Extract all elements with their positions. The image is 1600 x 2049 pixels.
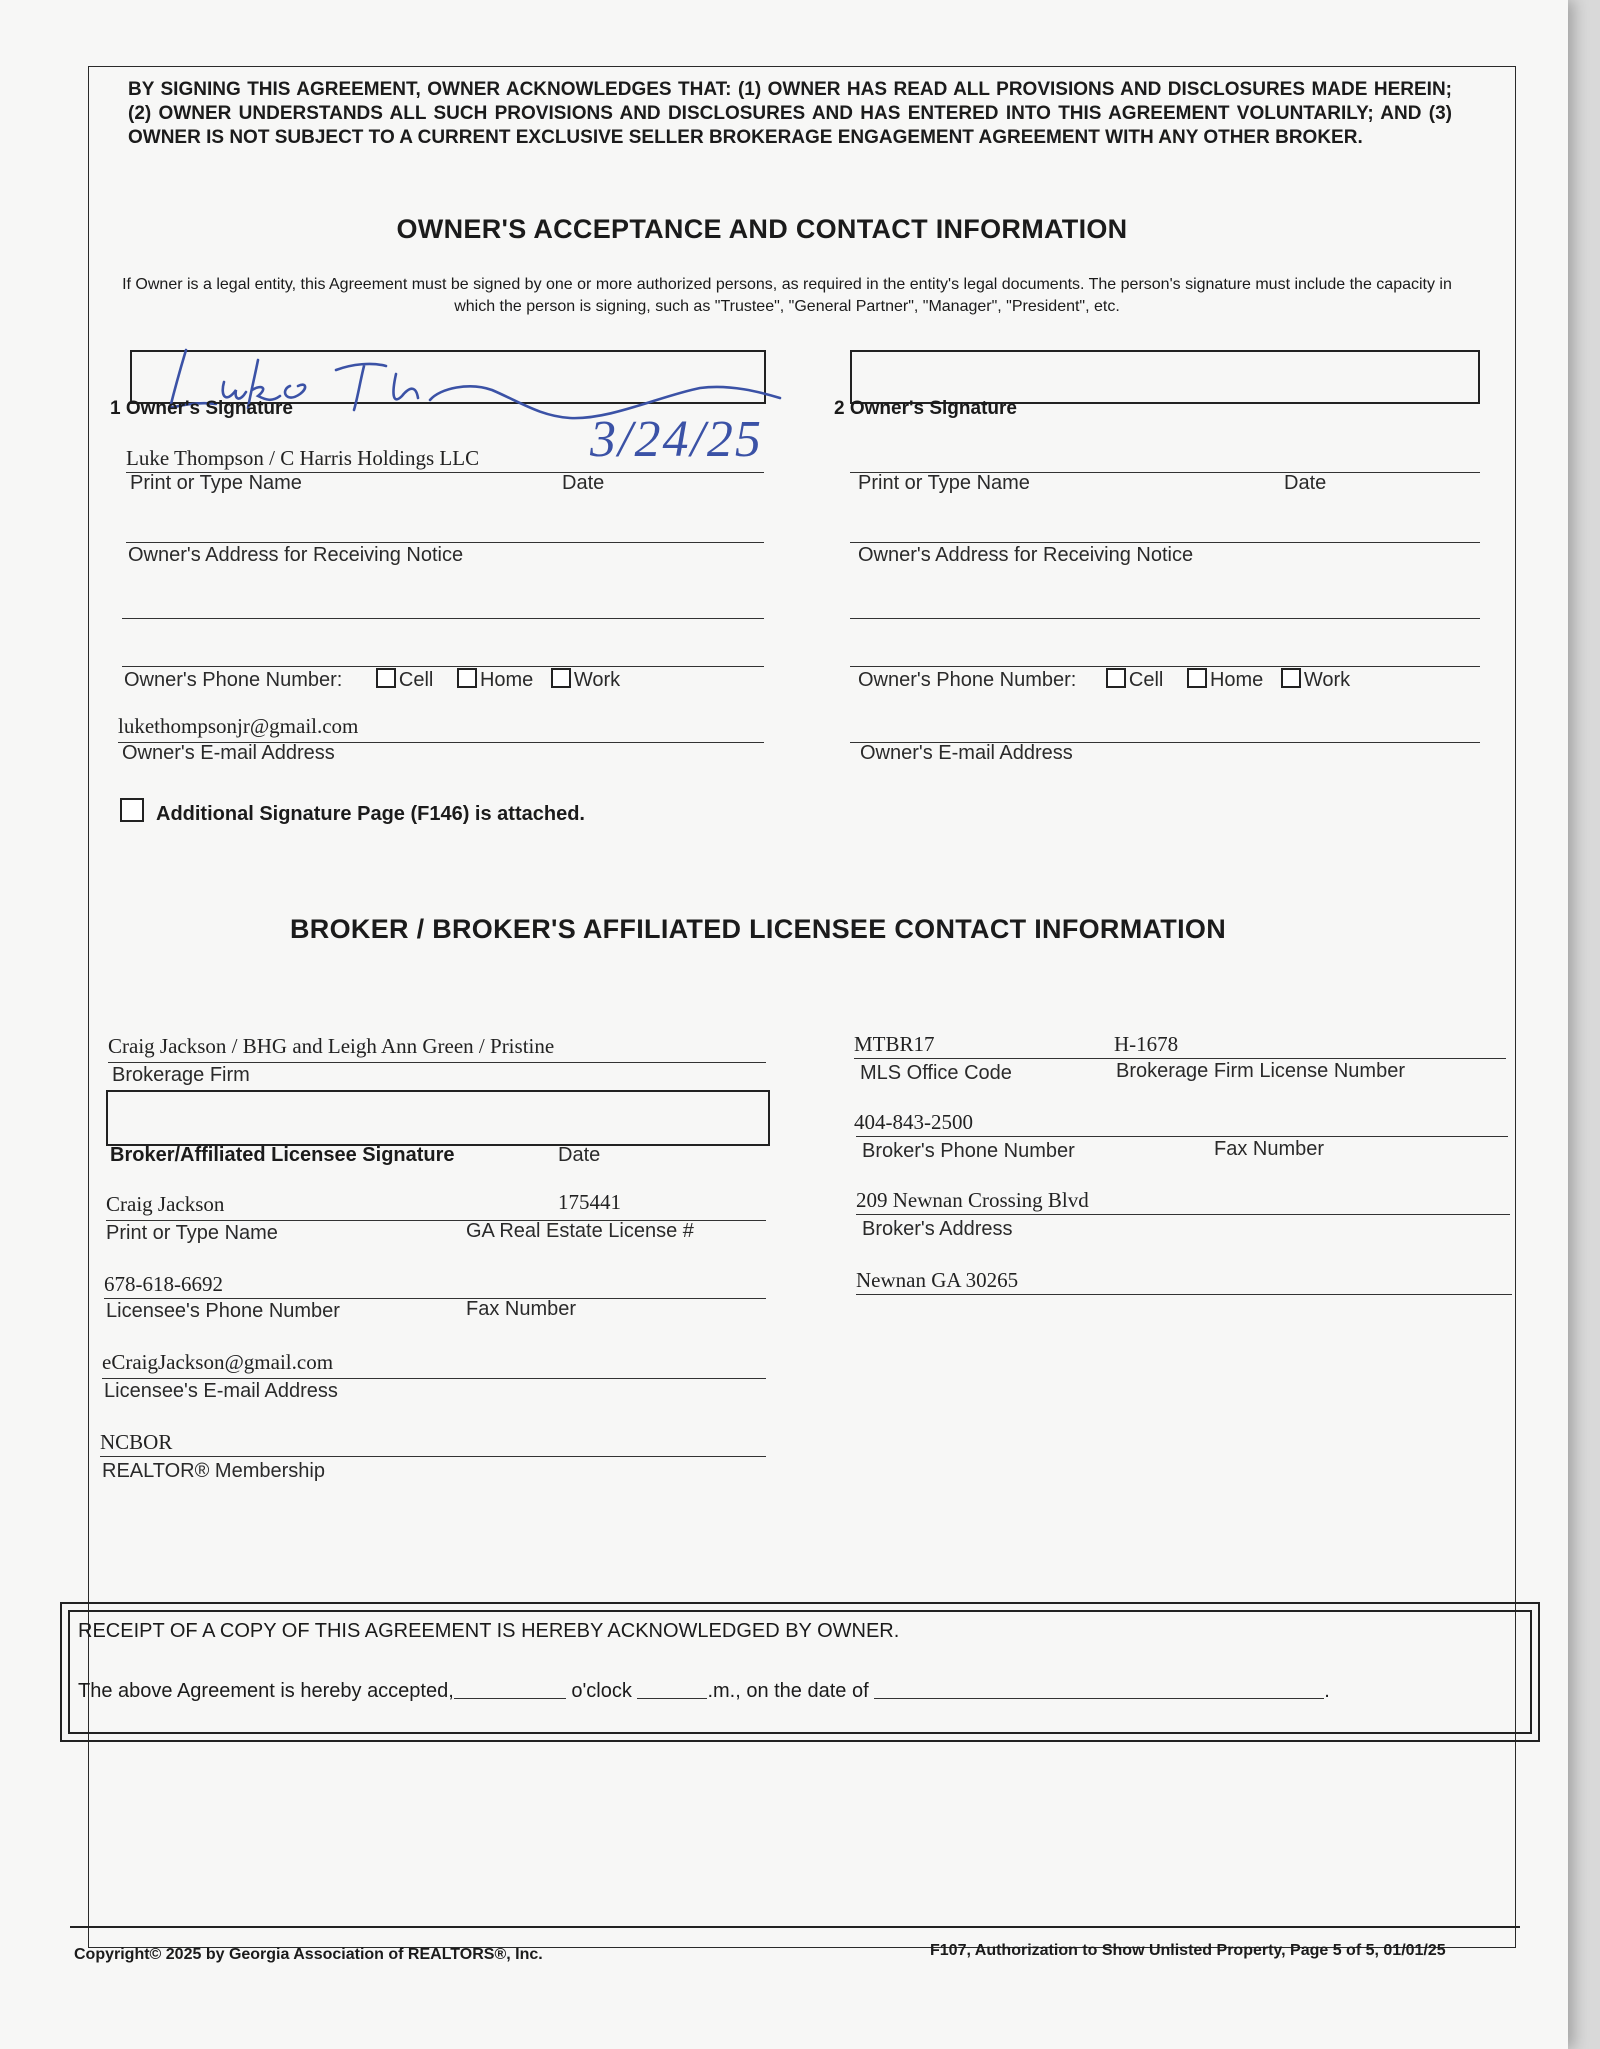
firm-license-label: Brokerage Firm License Number (1116, 1060, 1405, 1082)
licensee-name: Craig Jackson (106, 1192, 225, 1216)
owner2-date-label: Date (1284, 472, 1327, 494)
receipt-title: RECEIPT OF A COPY OF THIS AGREEMENT IS HEREBY ACKNOWLEDGED BY OWNER. (78, 1620, 900, 1642)
owner2-signature-box[interactable] (850, 350, 1480, 404)
brokerage-firm: Craig Jackson / BHG and Leigh Ann Green / Pristine (108, 1034, 555, 1058)
entity-note: If Owner is a legal entity, this Agreement must be signed by one or more authorized persons, as required in the entity's legal documents. The person's signature must include the capacity in which the person is signing, such as "Trustee", "General Partner", "Manager", "President", etc. (122, 276, 1452, 315)
owner1-address-label: Owner's Address for Receiving Notice (128, 544, 464, 566)
owner1-home-checkbox[interactable] (457, 668, 477, 688)
acknowledgement-text: BY SIGNING THIS AGREEMENT, OWNER ACKNOWLEDGES THAT: (1) OWNER HAS READ ALL PROVISIONS AND DISCLOSURES MADE HEREIN; (2) OWNER UNDERSTANDS ALL SUCH PROVISIONS AND DISCLOSURES AND HAS ENTERED INTO THIS AGREEMENT VOLUNTARILY; AND (3) OWNER IS NOT SUBJECT TO A CURRENT EXCLUSIVE SELLER BROKERAGE ENGAGEMENT AGREEMENT WITH ANY OTHER BROKER. (128, 79, 1452, 148)
owner2-phone-row (858, 668, 1350, 692)
broker-date-label: Date (558, 1144, 601, 1166)
receipt-date-field[interactable] (874, 1678, 1324, 1699)
owner2-email-label: Owner's E-mail Address (860, 742, 1073, 764)
owner1-work-checkbox[interactable] (551, 668, 571, 688)
broker-phone: 404-843-2500 (854, 1110, 973, 1134)
owner2-work-label: Work (1303, 669, 1351, 691)
realtor-membership: NCBOR (100, 1430, 173, 1454)
receipt-box (60, 1602, 1540, 1742)
additional-signature-label: Additional Signature Page (F146) is attached. (156, 803, 585, 825)
owner1-home-label: Home (479, 669, 534, 691)
owner1-cell-checkbox[interactable] (376, 668, 396, 688)
owner1-date-label: Date (562, 472, 605, 494)
owner2-name-label: Print or Type Name (858, 472, 1030, 494)
owner-section-heading: OWNER'S ACCEPTANCE AND CONTACT INFORMATION (396, 214, 1128, 244)
additional-signature-checkbox[interactable] (120, 798, 144, 822)
owner1-cell-label: Cell (398, 669, 434, 691)
broker-signature-box[interactable] (106, 1090, 770, 1146)
mls-office-code-label: MLS Office Code (860, 1062, 1012, 1084)
owner2-home-label: Home (1209, 669, 1264, 691)
owner2-cell-label: Cell (1128, 669, 1164, 691)
owner1-email-label: Owner's E-mail Address (122, 742, 335, 764)
licensee-phone-label: Licensee's Phone Number (106, 1300, 340, 1322)
owner1-handwritten-date: 3/24/25 (590, 411, 763, 468)
broker-address-line1: 209 Newnan Crossing Blvd (856, 1188, 1089, 1212)
license-number: 175441 (558, 1190, 621, 1214)
broker-phone-label: Broker's Phone Number (862, 1140, 1075, 1162)
license-number-label: GA Real Estate License # (466, 1220, 694, 1242)
licensee-phone: 678-618-6692 (104, 1272, 223, 1296)
owner1-name-label: Print or Type Name (130, 472, 302, 494)
footer-form-info: F107, Authorization to Show Unlisted Property, Page 5 of 5, 01/01/25 (930, 1942, 1446, 1959)
receipt-accepted-label: The above Agreement is hereby accepted, (78, 1680, 454, 1702)
owner1-email: lukethompsonjr@gmail.com (118, 714, 359, 738)
additional-signature-row (120, 798, 585, 826)
receipt-end-period: . (1324, 1680, 1330, 1702)
realtor-membership-label: REALTOR® Membership (102, 1460, 325, 1482)
mls-office-code: MTBR17 (854, 1032, 935, 1056)
owner2-signature-label: 2 Owner's Signature (834, 398, 1017, 419)
firm-license-number: H-1678 (1114, 1032, 1179, 1056)
licensee-name-label: Print or Type Name (106, 1222, 278, 1244)
owner1-signature-label: 1 Owner's Signature (110, 398, 293, 419)
broker-fax-label: Fax Number (1214, 1138, 1325, 1160)
owner1-phone-row (124, 668, 620, 692)
owner1-name: Luke Thompson / C Harris Holdings LLC (126, 446, 480, 470)
broker-section-heading: BROKER / BROKER'S AFFILIATED LICENSEE CONTACT INFORMATION (290, 914, 1226, 944)
owner1-work-label: Work (573, 669, 621, 691)
receipt-oclock-label: o'clock (571, 1680, 632, 1702)
receipt-date-label: .m., on the date of (707, 1680, 869, 1702)
owner2-work-checkbox[interactable] (1281, 668, 1301, 688)
brokerage-firm-label: Brokerage Firm (112, 1064, 250, 1086)
receipt-time-field[interactable] (454, 1678, 566, 1699)
owner2-phone-label: Owner's Phone Number: (858, 669, 1077, 691)
receipt-ampm-field[interactable] (637, 1678, 707, 1699)
licensee-email-label: Licensee's E-mail Address (104, 1380, 338, 1402)
owner2-address-label: Owner's Address for Receiving Notice (858, 544, 1194, 566)
broker-address-label: Broker's Address (862, 1218, 1013, 1240)
owner2-cell-checkbox[interactable] (1106, 668, 1126, 688)
broker-signature-label: Broker/Affiliated Licensee Signature (110, 1144, 455, 1166)
broker-address-line2: Newnan GA 30265 (856, 1268, 1019, 1292)
footer-copyright: Copyright© 2025 by Georgia Association of REALTORS®, Inc. (74, 1946, 543, 1963)
owner2-home-checkbox[interactable] (1187, 668, 1207, 688)
receipt-acceptance-row (78, 1678, 1330, 1703)
licensee-email: eCraigJackson@gmail.com (102, 1350, 334, 1374)
owner1-phone-label: Owner's Phone Number: (124, 669, 343, 691)
licensee-fax-label: Fax Number (466, 1298, 577, 1320)
